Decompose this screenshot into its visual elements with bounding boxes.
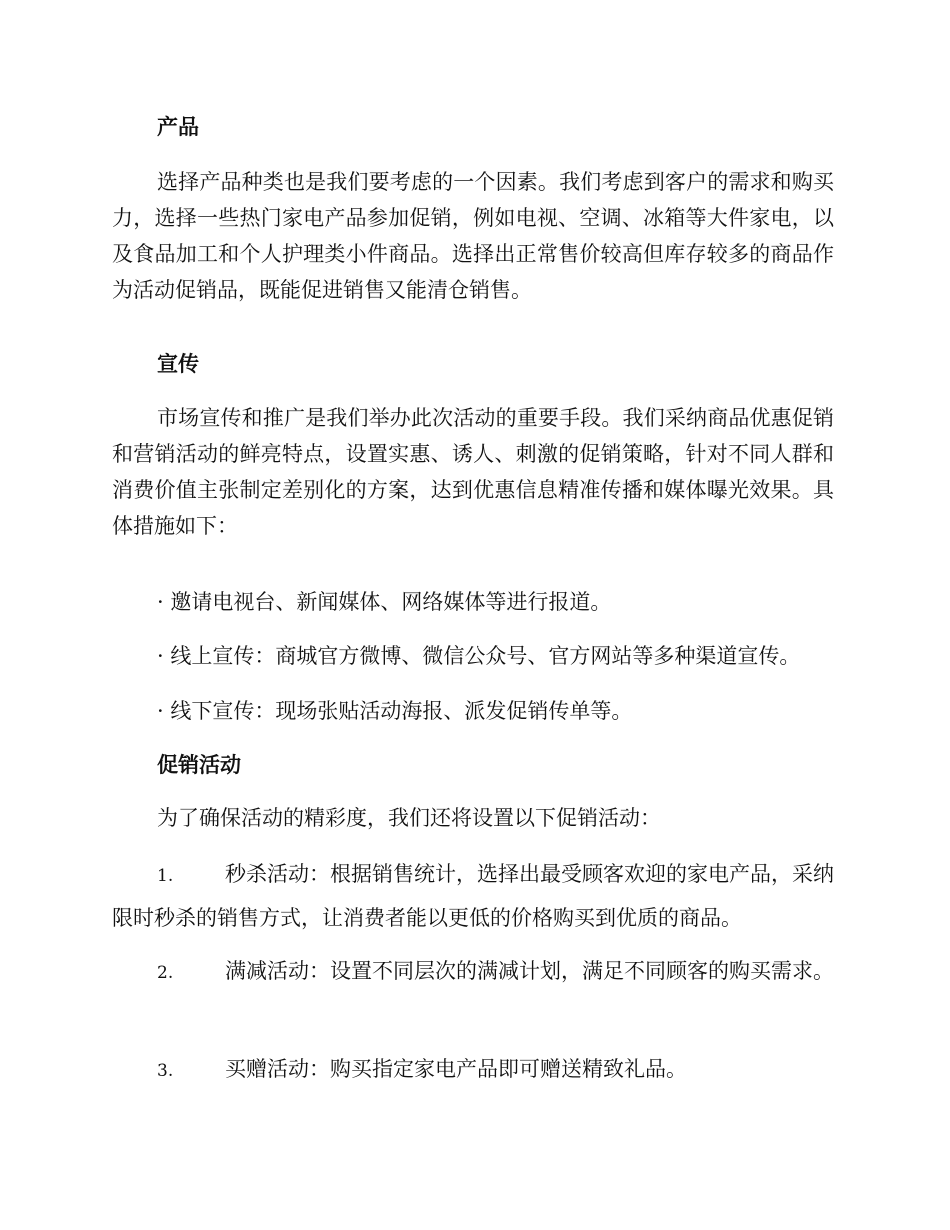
item-number: 2. — [157, 963, 174, 983]
numbered-item — [112, 853, 834, 939]
item-number: 3. — [157, 1061, 174, 1081]
section-paragraph-promotion: 市场宣传和推广是我们举办此次活动的重要手段。我们采纳商品优惠促销和营销活动的鲜亮特点，设置实惠、诱人、刺激的促销策略，针对不同人群和消费价值主张制定差别化的方案，达到优惠信息精准传播和媒体曝光效果。具体措施如下： — [112, 406, 834, 538]
item-text: 秒杀活动：根据销售统计，选择出最受顾客欢迎的家电产品，采纳限时秒杀的销售方式，让消费者能以更低的价格购买到优质的商品。 — [112, 862, 834, 930]
item-text: 满减活动：设置不同层次的满减计划，满足不同顾客的购买需求。 — [225, 959, 834, 983]
section-paragraph-product: 选择产品种类也是我们要考虑的一个因素。我们考虑到客户的需求和购买力，选择一些热门家电产品参加促销，例如电视、空调、冰箱等大件家电，以及食品加工和个人护理类小件商品。选择出正常售价较高但库存较多的商品作为活动促销品，既能促进销售又能清仓销售。 — [112, 170, 834, 302]
section-heading-product: 产品 — [157, 114, 199, 139]
bullet-item: · 邀请电视台、新闻媒体、网络媒体等进行报道。 — [157, 590, 612, 614]
item-text: 买赠活动：购买指定家电产品即可赠送精致礼品。 — [225, 1057, 687, 1081]
bullet-item: · 线上宣传：商城官方微博、微信公众号、官方网站等多种渠道宣传。 — [157, 644, 801, 668]
numbered-item — [112, 1048, 834, 1092]
section-heading-promotion: 宣传 — [157, 351, 199, 376]
bullet-item: · 线下宣传：现场张贴活动海报、派发促销传单等。 — [157, 699, 633, 723]
numbered-item — [112, 950, 834, 994]
item-number: 1. — [157, 866, 174, 886]
section-paragraph-activities: 为了确保活动的精彩度，我们还将设置以下促销活动： — [157, 806, 661, 830]
section-heading-activities: 促销活动 — [157, 752, 241, 777]
